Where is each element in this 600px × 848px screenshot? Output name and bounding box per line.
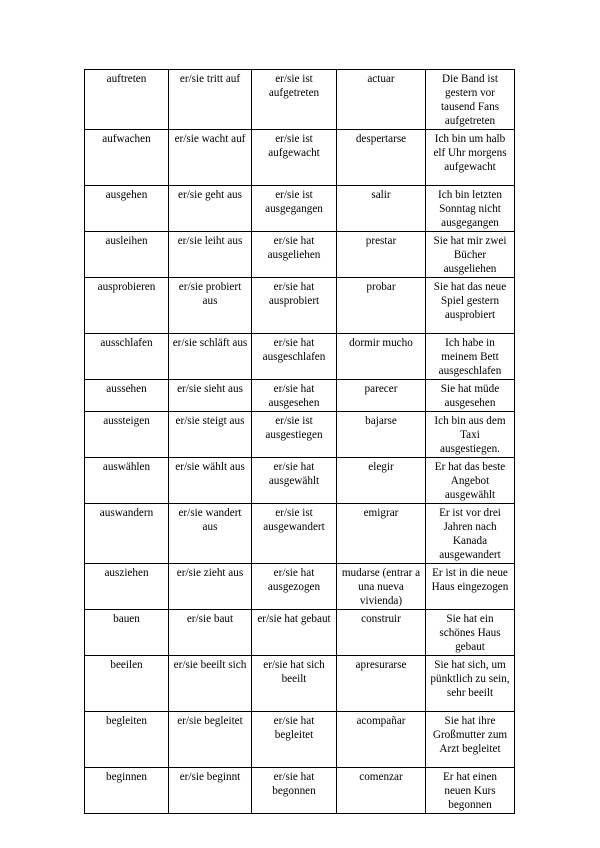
example-cell: Die Band ist gestern vor tausend Fans aufgetreten	[426, 70, 515, 130]
table-row	[85, 412, 515, 458]
infinitive-cell: ausleihen	[85, 232, 169, 278]
infinitive-cell: ausziehen	[85, 564, 169, 610]
spanish-cell: construir	[337, 610, 426, 656]
infinitive-cell: auswandern	[85, 504, 169, 564]
spanish-cell: actuar	[337, 70, 426, 130]
perfect-cell: er/sie hat ausgezogen	[252, 564, 337, 610]
table-row	[85, 380, 515, 412]
infinitive-cell: beeilen	[85, 656, 169, 712]
table-row	[85, 656, 515, 712]
example-cell: Sie hat ein schönes Haus gebaut	[426, 610, 515, 656]
perfect-cell: er/sie hat begonnen	[252, 768, 337, 814]
perfect-cell: er/sie hat ausgesehen	[252, 380, 337, 412]
table-row	[85, 130, 515, 186]
perfect-cell: er/sie ist ausgestiegen	[252, 412, 337, 458]
present-cell: er/sie zieht aus	[169, 564, 252, 610]
present-cell: er/sie beginnt	[169, 768, 252, 814]
perfect-cell: er/sie hat begleitet	[252, 712, 337, 768]
present-cell: er/sie schläft aus	[169, 334, 252, 380]
present-cell: er/sie tritt auf	[169, 70, 252, 130]
table-row	[85, 186, 515, 232]
verb-table	[84, 69, 515, 814]
perfect-cell: er/sie hat gebaut	[252, 610, 337, 656]
spanish-cell: mudarse (entrar a una nueva vivienda)	[337, 564, 426, 610]
infinitive-cell: ausschlafen	[85, 334, 169, 380]
present-cell: er/sie probiert aus	[169, 278, 252, 334]
present-cell: er/sie wählt aus	[169, 458, 252, 504]
spanish-cell: bajarse	[337, 412, 426, 458]
infinitive-cell: auswählen	[85, 458, 169, 504]
present-cell: er/sie wandert aus	[169, 504, 252, 564]
verb-table-body	[85, 70, 515, 814]
perfect-cell: er/sie ist aufgewacht	[252, 130, 337, 186]
infinitive-cell: begleiten	[85, 712, 169, 768]
example-cell: Er hat das beste Angebot ausgewählt	[426, 458, 515, 504]
example-cell: Ich habe in meinem Bett ausgeschlafen	[426, 334, 515, 380]
spanish-cell: elegir	[337, 458, 426, 504]
infinitive-cell: beginnen	[85, 768, 169, 814]
spanish-cell: acompañar	[337, 712, 426, 768]
infinitive-cell: ausprobieren	[85, 278, 169, 334]
spanish-cell: apresurarse	[337, 656, 426, 712]
example-cell: Er ist vor drei Jahren nach Kanada ausgewandert	[426, 504, 515, 564]
example-cell: Er ist in die neue Haus eingezogen	[426, 564, 515, 610]
spanish-cell: emigrar	[337, 504, 426, 564]
example-cell: Er hat einen neuen Kurs begonnen	[426, 768, 515, 814]
infinitive-cell: aussteigen	[85, 412, 169, 458]
present-cell: er/sie leiht aus	[169, 232, 252, 278]
table-row	[85, 564, 515, 610]
table-row	[85, 334, 515, 380]
perfect-cell: er/sie ist ausgewandert	[252, 504, 337, 564]
present-cell: er/sie beeilt sich	[169, 656, 252, 712]
perfect-cell: er/sie ist ausgegangen	[252, 186, 337, 232]
perfect-cell: er/sie ist aufgetreten	[252, 70, 337, 130]
example-cell: Sie hat das neue Spiel gestern ausprobiert	[426, 278, 515, 334]
perfect-cell: er/sie hat ausprobiert	[252, 278, 337, 334]
spanish-cell: despertarse	[337, 130, 426, 186]
table-row	[85, 712, 515, 768]
example-cell: Sie hat ihre Großmutter zum Arzt begleitet	[426, 712, 515, 768]
perfect-cell: er/sie hat ausgewählt	[252, 458, 337, 504]
spanish-cell: probar	[337, 278, 426, 334]
spanish-cell: salir	[337, 186, 426, 232]
table-row	[85, 610, 515, 656]
example-cell: Sie hat mir zwei Bücher ausgeliehen	[426, 232, 515, 278]
table-row	[85, 768, 515, 814]
infinitive-cell: bauen	[85, 610, 169, 656]
infinitive-cell: aussehen	[85, 380, 169, 412]
example-cell: Sie hat müde ausgesehen	[426, 380, 515, 412]
table-row	[85, 70, 515, 130]
table-row	[85, 232, 515, 278]
present-cell: er/sie wacht auf	[169, 130, 252, 186]
perfect-cell: er/sie hat ausgeliehen	[252, 232, 337, 278]
spanish-cell: prestar	[337, 232, 426, 278]
perfect-cell: er/sie hat sich beeilt	[252, 656, 337, 712]
present-cell: er/sie geht aus	[169, 186, 252, 232]
present-cell: er/sie steigt aus	[169, 412, 252, 458]
present-cell: er/sie baut	[169, 610, 252, 656]
example-cell: Sie hat sich, um pünktlich zu sein, sehr beeilt	[426, 656, 515, 712]
table-row	[85, 458, 515, 504]
infinitive-cell: aufwachen	[85, 130, 169, 186]
infinitive-cell: ausgehen	[85, 186, 169, 232]
perfect-cell: er/sie hat ausgeschlafen	[252, 334, 337, 380]
example-cell: Ich bin letzten Sonntag nicht ausgegangen	[426, 186, 515, 232]
spanish-cell: comenzar	[337, 768, 426, 814]
spanish-cell: dormir mucho	[337, 334, 426, 380]
table-row	[85, 504, 515, 564]
example-cell: Ich bin um halb elf Uhr morgens aufgewacht	[426, 130, 515, 186]
present-cell: er/sie sieht aus	[169, 380, 252, 412]
table-row	[85, 278, 515, 334]
infinitive-cell: auftreten	[85, 70, 169, 130]
example-cell: Ich bin aus dem Taxi ausgestiegen.	[426, 412, 515, 458]
present-cell: er/sie begleitet	[169, 712, 252, 768]
spanish-cell: parecer	[337, 380, 426, 412]
